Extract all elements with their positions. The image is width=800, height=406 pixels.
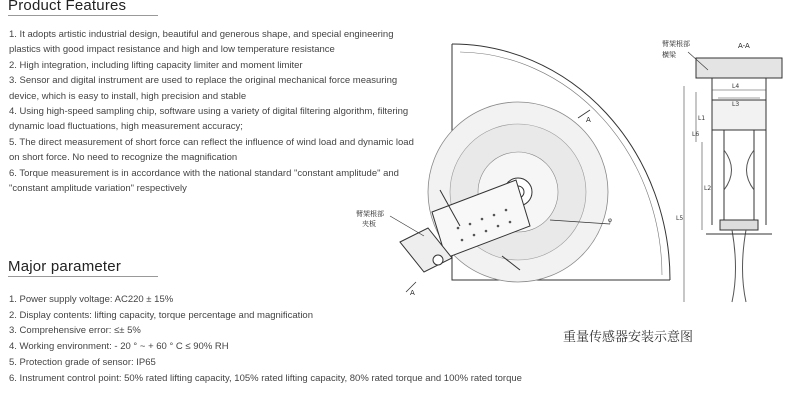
feature-line: 3. Sensor and digital instrument are used to replace the original mechanical force measuring	[9, 75, 398, 87]
feature-line: 5. The direct measurement of short force can reflect the influence of wind load and dynamic load	[9, 136, 414, 148]
left-clamp-label-1: 臂架根部	[356, 210, 384, 218]
product-features-heading: Product Features	[8, 0, 127, 14]
parameter-line: 2. Display contents: lifting capacity, torque percentage and magnification	[9, 309, 313, 321]
parameter-line: 1. Power supply voltage: AC220 ± 15%	[9, 294, 174, 305]
radius-label: φ	[608, 217, 612, 224]
feature-line: 6. Torque measurement is in accordance with the national standard "constant amplitude" and	[9, 167, 399, 179]
dim-l6: L6	[692, 131, 700, 138]
dim-l5: L5	[676, 215, 684, 222]
feature-line: 1. It adopts artistic industrial design, beautiful and generous shape, and special engineering	[9, 29, 394, 40]
arrow-a-bottom: A	[410, 289, 415, 297]
parameter-line: 5. Protection grade of sensor: IP65	[9, 356, 156, 368]
left-clamp-leader	[390, 216, 424, 236]
dim-l2: L2	[704, 185, 712, 192]
feature-line: plastics with good impact resistance and high and low temperature resistance	[9, 44, 335, 56]
feature-line: dynamic load fluctuations, high measurement accuracy;	[9, 121, 243, 133]
feature-line: on short force. No need to recognize the magnification	[9, 152, 238, 164]
section-view	[696, 58, 782, 302]
product-features-rule	[8, 15, 158, 16]
major-parameter-heading: Major parameter	[8, 258, 122, 275]
major-parameter-rule	[8, 276, 158, 277]
parameter-line: 4. Working environment: - 20 ° ~ + 60 ° C ≤ 90% RH	[9, 341, 229, 353]
feature-line: 2. High integration, including lifting capacity limiter and moment limiter	[9, 59, 303, 71]
sensor-installation-diagram	[340, 30, 785, 320]
feature-line: device, which is easy to install, high precision and stable	[9, 90, 247, 102]
right-bracket-label-1: 臂架根部	[662, 40, 690, 48]
feature-line: 4. Using high-speed sampling chip, software using a variety of digital filtering algorithm, filtering	[9, 106, 409, 118]
right-bracket-label-2: 横梁	[662, 51, 676, 59]
diagram-caption: 重量传感器安装示意图	[563, 330, 694, 345]
feature-line: "constant amplitude variation" respectively	[9, 183, 187, 195]
left-clamp-label-2: 夹板	[362, 220, 376, 228]
dim-l1: L1	[698, 115, 706, 122]
section-title: A-A	[738, 42, 750, 50]
dim-l3: L3	[732, 101, 740, 108]
dim-l4: L4	[732, 83, 740, 90]
parameter-line: 3. Comprehensive error: ≤± 5%	[9, 325, 141, 337]
arrow-a-top: A	[586, 116, 591, 124]
parameter-line: 6. Instrument control point: 50% rated lifting capacity, 105% rated lifting capacity, 80% rated torque and 100% rated torque	[9, 372, 522, 384]
